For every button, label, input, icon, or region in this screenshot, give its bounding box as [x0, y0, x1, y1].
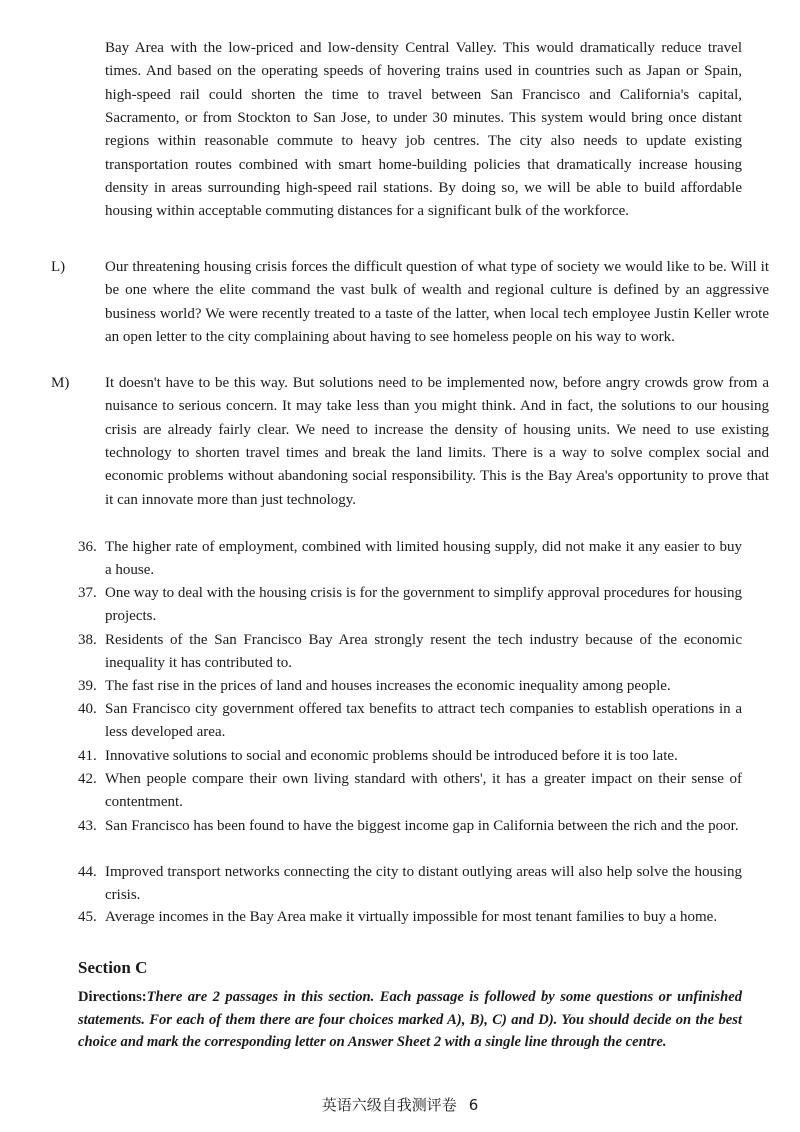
question-43 — [78, 815, 742, 838]
question-number: 36. — [78, 539, 97, 555]
question-number: 38. — [78, 632, 97, 648]
paragraph-text: Our threatening housing crisis forces the difficult question of what type of society we would like to be. Will it be one where the elite command the vast bulk of wealth and regional culture is defined by an aggressive business world? We were recently treated to a taste of the latter, when local tech employee Justin Keller wrote an open letter to the city complaining about having to see homeless people on his way to work. — [105, 259, 769, 346]
page-footer — [0, 1094, 800, 1115]
question-number: 42. — [78, 771, 97, 787]
question-39 — [78, 675, 742, 698]
question-number: 44. — [78, 864, 97, 880]
paragraph-m — [51, 372, 769, 512]
section-directions — [78, 986, 742, 1054]
question-36 — [78, 536, 742, 583]
paragraph-text: It doesn't have to be this way. But solutions need to be implemented now, before angry crowds grow from a nuisance to serious concern. It may take less than you might think. And in fact, the solutions to our housing crisis are already fairly clear. We need to increase the density of housing units. We need to use existing technology to shorten travel times and break the land limits. There is a way to solve complex social and economic problems without abandoning social responsibility. This is the Bay Area's opportunity to prove that it can innovate more than just technology. — [105, 375, 769, 508]
question-text: Residents of the San Francisco Bay Area strongly resent the tech industry because of the economic inequality it has contributed to. — [105, 632, 742, 672]
question-text: San Francisco city government offered tax benefits to attract tech companies to establish operations in a less developed area. — [105, 701, 742, 741]
question-number: 43. — [78, 818, 97, 834]
question-42 — [78, 768, 742, 815]
question-text: One way to deal with the housing crisis is for the government to simplify approval procedures for housing projects. — [105, 585, 742, 625]
question-text: Innovative solutions to social and economic problems should be introduced before it is too late. — [105, 748, 678, 764]
page-number: 6 — [468, 1096, 479, 1114]
question-41 — [78, 745, 742, 768]
passage-continuation: Bay Area with the low-priced and low-density Central Valley. This would dramatically reduce travel times. And based on the operating speeds of hovering trains used in countries such as Japan or Spain, high-speed rail could shorten the time to travel between San Francisco and California's capital, Sacramento, or from Stockton to San Jose, to under 30 minutes. This system would bring once distant regions within reasonable commute to heavy job centres. The city also needs to update existing transportation routes combined with smart home-building policies that dramatically increase housing density in areas surrounding high-speed rail stations. By doing so, we will be able to build affordable housing within acceptable commuting distances for a significant bulk of the workforce. — [105, 40, 742, 220]
paragraph-l — [51, 256, 769, 349]
question-text: San Francisco has been found to have the biggest income gap in California between the rich and the poor. — [105, 818, 739, 834]
question-number: 37. — [78, 585, 97, 601]
section-title: Section C — [78, 958, 148, 977]
paragraph-label: M) — [51, 375, 70, 391]
question-44 — [78, 861, 742, 908]
question-37 — [78, 582, 742, 629]
question-number: 41. — [78, 748, 97, 764]
question-45 — [78, 906, 742, 929]
question-text: The fast rise in the prices of land and houses increases the economic inequality among people. — [105, 678, 671, 694]
question-text: When people compare their own living standard with others', it has a greater impact on their sense of contentment. — [105, 771, 742, 811]
question-text: Average incomes in the Bay Area make it virtually impossible for most tenant families to buy a home. — [105, 909, 718, 925]
question-40 — [78, 698, 742, 745]
question-number: 39. — [78, 678, 97, 694]
question-38 — [78, 629, 742, 676]
directions-label: Directions: — [78, 989, 147, 1005]
footer-title: 英语六级自我测评卷 — [321, 1096, 457, 1114]
question-number: 40. — [78, 701, 97, 717]
question-text: Improved transport networks connecting the city to distant outlying areas will also help solve the housing crisis. — [105, 864, 742, 904]
paragraph-label: L) — [51, 259, 66, 275]
question-text: The higher rate of employment, combined with limited housing supply, did not make it any easier to buy a house. — [105, 539, 742, 579]
question-number: 45. — [78, 909, 97, 925]
directions-text: There are 2 passages in this section. Each passage is followed by some questions or unfinished statements. For each of them there are four choices marked A), B), C) and D). You should decide on the best choice and mark the corresponding letter on Answer Sheet 2 with a single line through the centre. — [78, 989, 742, 1050]
